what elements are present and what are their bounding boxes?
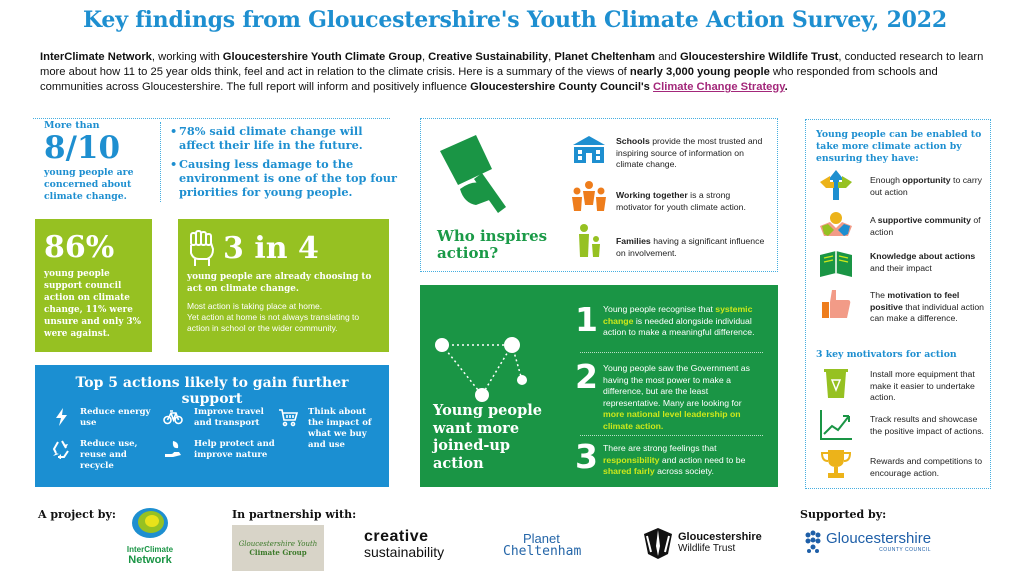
gwt-line1: Gloucestershire: [678, 531, 762, 543]
key-bullets: [170, 124, 400, 204]
label-line: want more: [433, 419, 520, 437]
point-span: There are strong feelings that: [603, 443, 717, 453]
action-nature: [160, 439, 275, 461]
intro-text: ,: [548, 51, 555, 63]
concern-big: [44, 131, 159, 165]
joined-up-box: [420, 285, 778, 487]
three-in-four-row: [187, 229, 380, 267]
enabler-text: that individual action can make a difference.: [870, 301, 984, 323]
concern-pre: More than: [44, 120, 100, 131]
enabler-bold: opportunity: [902, 175, 951, 185]
org-wildlife-trust: Gloucestershire Wildlife Trust: [679, 51, 839, 63]
inspire-text: is a strong motivator for youth climate action.: [616, 190, 746, 212]
council-support-box: [35, 219, 152, 352]
joined-up-label: [433, 402, 542, 472]
family-icon: [574, 223, 604, 259]
enabler-item: [870, 251, 988, 274]
three-in-four-value: 3 in 4: [223, 230, 319, 266]
enabler-text: Enough: [870, 175, 903, 185]
action-travel: [160, 407, 275, 429]
three-in-four-note: [187, 301, 380, 334]
point-number: 1: [575, 300, 598, 339]
inspire-bold: Working together: [616, 190, 688, 200]
bicycle-icon: [160, 407, 186, 427]
action-label: Reduce use, reuse and recycle: [80, 439, 138, 471]
climate-strategy-link[interactable]: Climate Change Strategy: [653, 81, 785, 93]
handshake-icon: [818, 208, 854, 242]
people-together-icon: [571, 179, 607, 213]
point-number: 2: [575, 357, 598, 396]
org-gycg: Gloucestershire Youth Climate Group: [222, 51, 422, 63]
concern-value: 8/10: [44, 130, 121, 166]
action-buy: [276, 407, 381, 451]
label-line: Who inspires: [437, 227, 548, 245]
torch-hand-icon: [436, 133, 516, 223]
inspire-label: [437, 228, 547, 262]
concern-desc: young people are concerned about climate change.: [44, 167, 134, 202]
point-text: [603, 443, 763, 478]
gycg-logo: [232, 525, 324, 571]
badger-icon: [642, 526, 674, 560]
point-span: Young people recognise that: [603, 304, 716, 314]
council-crest-icon: [803, 530, 823, 554]
recycle-bin-icon: [818, 366, 854, 400]
intro-text: .: [784, 81, 788, 93]
action-label: Think about the impact of what we buy and use: [308, 407, 372, 450]
planet-cheltenham-logo: [503, 532, 581, 559]
point-divider: [580, 435, 763, 436]
enabler-text: A: [870, 215, 878, 225]
label-line: action?: [437, 244, 499, 262]
enabler-text: The: [870, 290, 888, 300]
council-text: [826, 531, 931, 553]
note-line: Most action is taking place at home.: [187, 301, 323, 311]
page-title: Key findings from Gloucestershire's Youth Climate Action Survey, 2022: [82, 7, 948, 33]
three-in-four-sub: young people are already choosing to act on climate change.: [187, 272, 372, 294]
pc-line1: Planet: [523, 531, 560, 546]
point-highlight: responsibility: [603, 454, 660, 465]
inspire-text: provide the most trusted and inspiring source of information on climate change.: [616, 136, 763, 169]
gwt-line2: Wildlife Trust: [678, 543, 736, 554]
enabler-text: to carry out action: [870, 175, 983, 197]
enabler-text: of action: [870, 215, 981, 237]
motivator-item: Rewards and competitions to encourage action.: [870, 456, 983, 478]
note-line: Yet action at home is not always translating to action in school or the wider community.: [187, 312, 360, 333]
enabler-text: and their impact: [870, 262, 932, 273]
gcc-line1: Gloucestershire: [826, 530, 932, 547]
pc-line2: Cheltenham: [503, 544, 582, 559]
supported-by-label: Supported by:: [800, 508, 887, 521]
enabler-bold: supportive community: [877, 215, 971, 225]
interclimate-network-logo: [118, 506, 182, 566]
network-icon: [432, 325, 532, 405]
energy-icon: [52, 407, 72, 427]
point-text: [603, 363, 763, 432]
point-highlight: shared fairly: [603, 466, 655, 476]
arrows-up-icon: [818, 168, 854, 202]
action-label: Help protect and improve nature: [194, 439, 275, 460]
trophy-icon: [818, 447, 854, 481]
enabler-item: [870, 215, 988, 238]
point-highlight: systemic change: [603, 304, 753, 326]
action-label: Improve travel and transport: [194, 407, 264, 428]
school-icon: [571, 135, 607, 165]
motivators-heading: 3 key motivators for action: [816, 349, 957, 360]
enabler-item: [870, 175, 988, 198]
council-support-value: 86%: [44, 230, 115, 265]
org-county-council: Gloucestershire County Council's: [470, 81, 650, 93]
action-recycle: [52, 439, 152, 472]
enabler-item: [870, 290, 988, 325]
point-span: is needed alongside individual action to make a meaningful difference.: [603, 315, 755, 337]
intro-text: who responded from schools and communities across Gloucestershire. The full report will inform and positively influence: [40, 66, 938, 93]
point-span: across society.: [654, 466, 714, 476]
raised-fist-icon: [187, 229, 217, 267]
project-by-label: A project by:: [38, 508, 116, 521]
shopping-cart-icon: [276, 407, 300, 427]
interclimate-line2: Network: [128, 554, 172, 566]
three-in-four-box: [178, 219, 389, 352]
intro-text: , working with: [151, 51, 223, 63]
action-energy: [52, 407, 152, 429]
label-line: joined-up: [433, 437, 511, 454]
label-line: action: [433, 454, 484, 472]
point-span: and action need to be: [659, 454, 746, 465]
gcc-line2: COUNTY COUNCIL: [879, 547, 932, 553]
divider: [160, 122, 161, 202]
gycg-line1: Gloucestershire Youth: [238, 539, 318, 548]
org-creative-sustainability: Creative Sustainability: [428, 51, 549, 63]
point-number: 3: [575, 437, 598, 476]
wildlife-trust-logo: [642, 526, 762, 560]
bullet-item: • 78% said climate change will affect their life in the future.: [170, 124, 400, 152]
book-icon: [818, 247, 854, 281]
council-support-desc: young people support council action on climate change, 11% were unsure and only 3% were against.: [44, 269, 142, 339]
point-divider: [580, 352, 763, 353]
interclimate-mark-icon: [130, 506, 170, 540]
cs-line2: sustainability: [364, 544, 445, 560]
intro-text: and: [655, 51, 680, 63]
wildlife-trust-text: [678, 531, 762, 555]
org-planet-cheltenham: Planet Cheltenham: [554, 51, 656, 63]
inspire-text: having a significant influence on involvement.: [616, 236, 765, 258]
label-line: Young people: [433, 402, 542, 419]
motivator-item: Install more equipment that make it easier to undertake action.: [870, 369, 975, 402]
enabler-bold: motivation to feel positive: [870, 290, 960, 312]
creative-sustainability-logo: [364, 529, 444, 559]
hand-leaf-icon: [160, 439, 186, 459]
top5-heading: Top 5 actions likely to gain further support: [75, 375, 349, 407]
growth-chart-icon: [818, 408, 854, 442]
bullet-item: • Causing less damage to the environment is one of the top four priorities for young people.: [170, 157, 400, 199]
respondent-count: nearly 3,000 young people: [629, 66, 770, 78]
inspire-bold: Families: [616, 236, 651, 246]
intro-paragraph: [40, 50, 990, 95]
org-interclimate: InterClimate Network: [40, 51, 152, 63]
cs-line1: creative: [364, 528, 429, 545]
gycg-line2: Climate Group: [249, 547, 307, 557]
intro-text: , conducted research to learn more about how 11 to 25 year olds think, feel and act in relation to the climate crisis. Here is a summary of the views of: [40, 51, 984, 78]
recycle-icon: [52, 439, 72, 459]
enabler-bold: Knowledge about actions: [870, 251, 976, 261]
inspire-item-working-together: [616, 190, 766, 213]
inspire-item-families: [616, 236, 766, 259]
inspire-item-schools: [616, 136, 766, 171]
enablers-heading: Young people can be enabled to take more climate action by ensuring they have:: [816, 129, 982, 164]
point-span: Young people saw the Government as having the most power to make a difference, but are the least representative. Many are looking for: [603, 363, 750, 408]
concern-stat: [44, 120, 159, 203]
partnership-label: In partnership with:: [232, 508, 357, 521]
county-council-logo: [803, 530, 931, 554]
motivator-item: Track results and showcase the positive impact of actions.: [870, 414, 984, 436]
intro-text: ,: [421, 51, 429, 63]
interclimate-line1: InterClimate: [126, 545, 174, 554]
action-label: Reduce energy use: [80, 407, 151, 428]
thumbs-up-icon: [818, 288, 854, 322]
enablers-panel: [805, 119, 991, 489]
point-text: [603, 304, 763, 339]
inspire-box: [420, 118, 778, 272]
inspire-bold: Schools: [616, 136, 650, 146]
point-highlight: more national level leadership on climate action.: [603, 409, 741, 431]
